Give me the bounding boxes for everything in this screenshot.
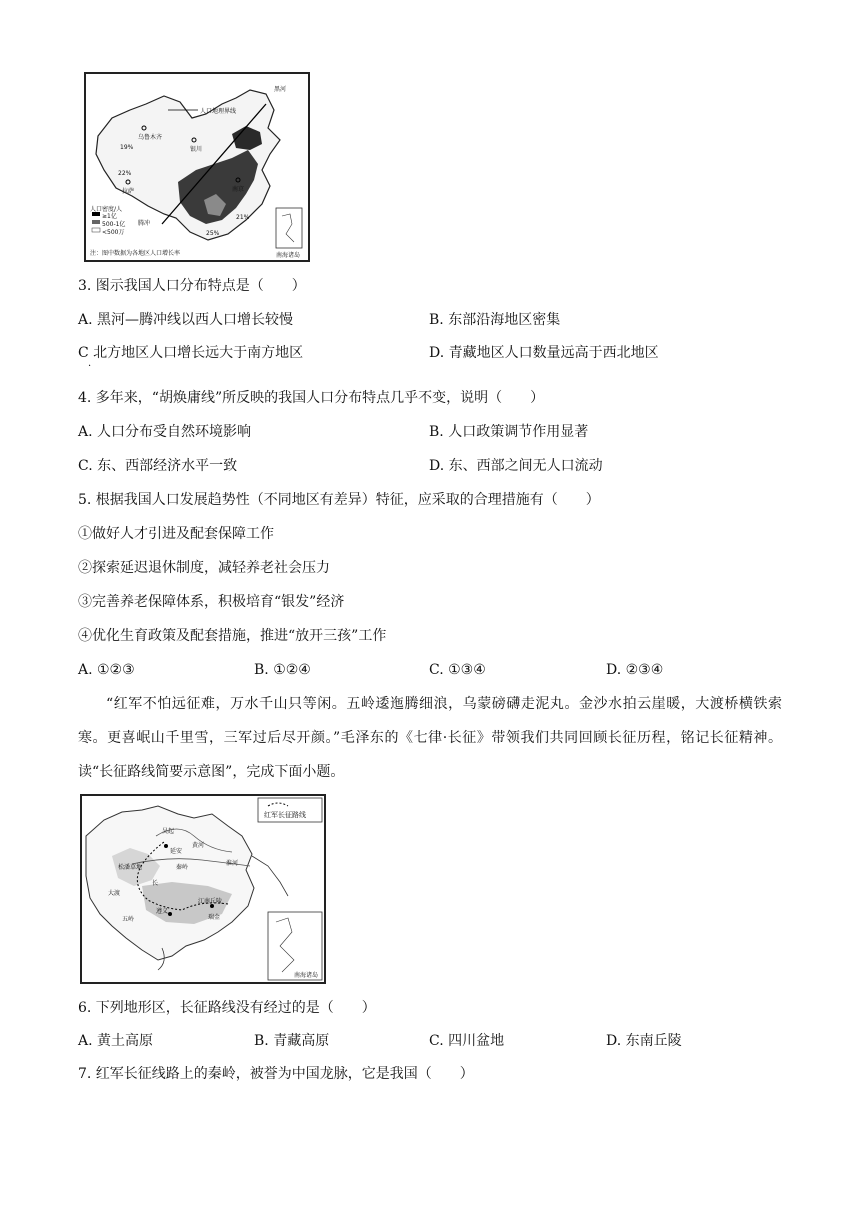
legend-item-1: ≥1亿: [102, 213, 117, 220]
pct-c-label: 21%: [236, 214, 250, 221]
songpan-label: 松潘草地: [118, 864, 143, 871]
long-march-passage: “红军不怕远征难，万水千山只等闲。五岭逶迤腾细浪，乌蒙磅礴走泥丸。金沙水拍云崖暖，大渡桥横铁索寒。更喜岷山千里雪，三军过后尽开颜。”毛泽东的《七律·长征》带领我们共同回顾长征历程，铭记长征精神。读“长征路线简要示意图”，完成下面小题。: [78, 696, 782, 780]
legend-item-2: 500-1亿: [102, 221, 126, 228]
legend-title-label: 人口密度/人: [90, 206, 123, 213]
inset-label: 南海诸岛: [276, 252, 301, 259]
route-legend-label: 红军长征路线: [264, 811, 306, 819]
q6-option-d[interactable]: D. 东南丘陵: [606, 1033, 682, 1049]
urumqi-label: 乌鲁木齐: [138, 134, 163, 141]
q3-option-c[interactable]: C 北方地区人口增长远大于南方地区: [78, 345, 304, 361]
population-map-figure: [84, 72, 310, 262]
q6-stem: 6. 下列地形区，长征路线没有经过的是（ ）: [78, 1000, 376, 1016]
q5-statement-3: ③完善养老保障体系，积极培育“银发”经济: [78, 594, 345, 610]
jiangnan-label: 江南丘陵: [198, 898, 223, 905]
q5-option-d[interactable]: D. ②③④: [606, 662, 664, 678]
map2-inset-label: 南海诸岛: [294, 972, 319, 979]
huanghe-label: 黄河: [192, 842, 205, 849]
q4-option-d[interactable]: D. 东、西部之间无人口流动: [429, 458, 603, 474]
yinchuan-label: 银川: [190, 146, 203, 153]
q5-option-a[interactable]: A. ①②③: [78, 662, 135, 678]
q3-option-d[interactable]: D. 青藏地区人口数量远高于西北地区: [429, 345, 659, 361]
ruijin-label: 瑞金: [208, 914, 221, 921]
q5-statement-4: ④优化生育政策及配套措施，推进“放开三孩”工作: [78, 628, 387, 644]
huaihe-label: 淮河: [226, 860, 239, 867]
chang-label: 长: [152, 880, 159, 887]
q4-option-a[interactable]: A. 人口分布受自然环境影响: [78, 424, 252, 440]
lhasa-label: 拉萨: [122, 188, 135, 195]
wuqi-label: 吴起: [162, 828, 175, 835]
q5-option-b[interactable]: B. ①②④: [254, 662, 311, 678]
pct-a-label: 19%: [120, 144, 134, 151]
pct-b-label: 22%: [118, 170, 132, 177]
zunyi-label: 遵义: [156, 908, 169, 915]
q5-statement-1: ①做好人才引进及配套保障工作: [78, 526, 274, 542]
yanan-label: 延安: [170, 848, 183, 855]
legend-item-3: <500万: [102, 229, 125, 236]
q3-option-a[interactable]: A. 黑河—腾冲线以西人口增长较慢: [78, 312, 294, 328]
heihe-label: 黑河: [274, 86, 287, 93]
dadu-label: 大渡: [108, 890, 121, 897]
boundary-line-label: 人口地理界线: [200, 108, 237, 115]
q7-stem: 7. 红军长征线路上的秦岭，被誉为中国龙脉，它是我国（ ）: [78, 1066, 474, 1082]
pct-d-label: 25%: [206, 230, 220, 237]
long-march-map-figure: [80, 794, 326, 984]
legend-note-label: 注：图中数据为各地区人口增长率: [90, 250, 181, 257]
q4-option-c[interactable]: C. 东、西部经济水平一致: [78, 458, 238, 474]
tengchong-label: 腾冲: [138, 220, 151, 227]
qinling-label: 秦岭: [176, 864, 189, 871]
q5-option-c[interactable]: C. ①③④: [429, 662, 486, 678]
q3-option-b[interactable]: B. 东部沿海地区密集: [429, 312, 561, 328]
q6-option-c[interactable]: C. 四川盆地: [429, 1033, 505, 1049]
wuling-label: 五岭: [122, 916, 135, 923]
q5-statement-2: ②探索延迟退休制度，减轻养老社会压力: [78, 560, 330, 576]
q3-stem: 3. 图示我国人口分布特点是（ ）: [78, 278, 306, 294]
stray-dot: ·: [88, 361, 92, 372]
nanjing-label: 南京: [232, 186, 245, 193]
q4-option-b[interactable]: B. 人口政策调节作用显著: [429, 424, 589, 440]
q6-option-a[interactable]: A. 黄土高原: [78, 1033, 154, 1049]
q4-stem: 4. 多年来，“胡焕庸线”所反映的我国人口分布特点几乎不变，说明（ ）: [78, 390, 545, 406]
q6-option-b[interactable]: B. 青藏高原: [254, 1033, 330, 1049]
q5-stem: 5. 根据我国人口发展趋势性（不同地区有差异）特征，应采取的合理措施有（ ）: [78, 492, 600, 508]
